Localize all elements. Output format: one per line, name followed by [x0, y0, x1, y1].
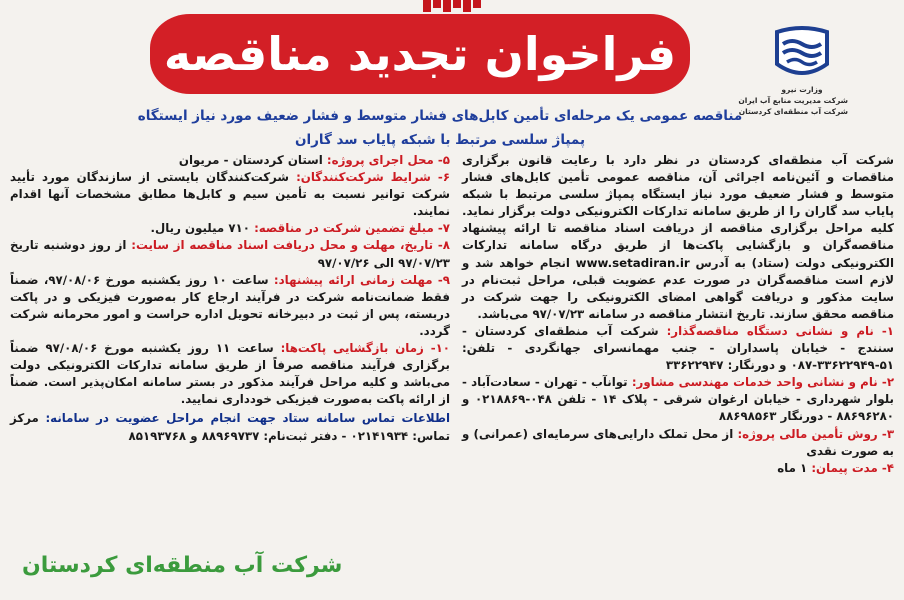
logo-regional: شرکت آب منطقه‌ای کردستان — [738, 107, 848, 116]
intro-paragraph — [462, 152, 894, 323]
logo-ministry: وزارت نیرو — [781, 85, 823, 94]
item-4-text: ۱ ماه — [777, 460, 808, 475]
intro-continued: انجام خواهد شد و لازم است مناقصه‌گران در صورت عدم عضویت قبلی، مراحل ثبت‌نام در سایت مذکور و دریافت گواهی امضای الکترونیکی را جهت شرکت در مناقصه محقق سازند. تاریخ انتشار مناقصه در سامانه ۹۷/۰۷/۲۳ می‌باشد. — [462, 255, 894, 321]
item-4-label: ۴- مدت پیمان: — [811, 460, 894, 475]
item-2-text: توانآب - تهران - سعادت‌آباد - بلوار شهرداری - خیابان ارغوان شرقی - پلاک ۱۴ - تلفن ۰۴۸-۰۲۱۸۸۶۹ و ۸۸۶۹۶۲۸۰ - دورنگار ۸۸۶۹۸۵۶۳ — [462, 375, 894, 424]
item-3-label: ۳- روش تأمین مالی پروژه: — [737, 426, 895, 441]
item-10 — [10, 340, 450, 408]
item-10-label: ۱۰- زمان بازگشایی پاکت‌ها: — [280, 341, 450, 356]
item-7-label: ۷- مبلغ تضمین شرکت در مناقصه: — [254, 221, 450, 236]
item-9-label: ۹- مهلت زمانی ارائه پیشنهاد: — [273, 272, 450, 287]
item-7 — [10, 220, 450, 237]
page-title: فراخوان تجدید مناقصه — [163, 27, 677, 81]
item-1-text: شرکت آب منطقه‌ای کردستان - سنندج - خیابان پاسداران - جنب مهمانسرای جهانگردی - تلفن: ۵۱-۳۳۶۲۲۹۴۹-۰۸۷ و دورنگار: ۳۳۶۲۲۹۴۷ — [462, 323, 894, 373]
logo-company: شرکت مدیریت منابع آب ایران — [738, 96, 848, 105]
item-5-text: استان کردستان - مریوان — [178, 153, 323, 167]
tender-subtitle: مناقصه عمومی یک مرحله‌ای تأمین کابل‌های فشار متوسط و فشار ضعیف مورد نیاز ایستگاه پمپاژ سلسی مرتبط با شبکه پایاب سد گاران — [137, 108, 743, 148]
contact-title: اطلاعات تماس سامانه ستاد جهت انجام مراحل عضویت در سامانه: — [45, 411, 451, 426]
contact-text: مرکز تماس: ۰۲۱۴۱۹۳۴ - دفتر ثبت‌نام: ۸۸۹۶۹۷۳۷ و ۸۵۱۹۳۷۶۸ — [10, 411, 450, 443]
organization-logo — [738, 24, 848, 134]
contact-info — [10, 410, 450, 444]
intro-text: شرکت آب منطقه‌ای کردستان در نظر دارد با رعایت قانون برگزاری مناقصات و آئین‌نامه اجرائی آن، مناقصه عمومی تأمین کابل‌های فشار متوسط و فشار ضعیف مورد نیاز ایستگاه پمپاژ سلسی مرتبط با شبکه پایاب سد گاران را از طریق سامانه تدارکات الکترونیکی دولت برگزار نماید. کلیه مراحل برگزاری مناقصه از دریافت اسناد مناقصه تا ارائه پیشنهاد مناقصه‌گران و بازگشایی پاکت‌ها از طریق درگاه سامانه تدارکات الکترونیکی دولت (ستاد) به آدرس — [462, 153, 894, 270]
item-3 — [462, 426, 894, 460]
water-waves-logo-icon — [771, 24, 833, 84]
right-column — [462, 152, 894, 592]
item-2-label: ۲- نام و نشانی واحد خدمات مهندسی مشاور: — [631, 375, 895, 390]
item-5 — [10, 152, 450, 169]
item-9-text: ساعت ۱۰ روز یکشنبه مورخ ۹۷/۰۸/۰۶، ضمناً فقط ضمانت‌نامه شرکت در فرآیند ارجاع کار به‌صورت فیزیکی و در پاکت دربسته، پس از ثبت در دبیرخانه تحویل اداره حراست و امور محرمانه شرکت گردد. — [10, 272, 450, 338]
title-banner — [150, 14, 690, 94]
item-8-text: از روز دوشنبه تاریخ ۹۷/۰۷/۲۳ الی ۹۷/۰۷/۲۶ — [10, 238, 450, 270]
item-2 — [462, 374, 894, 425]
footer-organization: شرکت آب منطقه‌ای کردستان — [22, 553, 343, 578]
item-5-label: ۵- محل اجرای پروژه: — [326, 153, 450, 167]
item-3-text: از محل تملک دارایی‌های سرمایه‌ای (عمرانی) و به صورت نقدی — [462, 426, 894, 458]
website-link[interactable]: www.setadiran.ir — [575, 255, 690, 270]
item-9 — [10, 272, 450, 340]
item-1 — [462, 323, 894, 374]
left-column — [10, 152, 450, 592]
item-8 — [10, 237, 450, 271]
item-8-label: ۸- تاریخ، مهلت و محل دریافت اسناد مناقصه از سایت: — [131, 238, 450, 253]
item-4 — [462, 460, 894, 477]
item-7-text: ۷۱۰ میلیون ریال. — [150, 221, 250, 236]
item-1-label: ۱- نام و نشانی دستگاه مناقصه‌گذار: — [666, 323, 894, 338]
body-columns — [10, 152, 894, 598]
item-10-text: ساعت ۱۱ روز یکشنبه مورخ ۹۷/۰۸/۰۶ ضمناً برگزاری فرآیند مناقصه صرفاً از طریق سامانه تدارکات الکترونیکی دولت می‌باشد و کلیه مراحل فرآیند مذکور در بستر سامانه امکان‌پذیر است. ضمناً از ارائه پاکت به‌صورت فیزیکی خودداری نمایید. — [10, 341, 450, 407]
item-6 — [10, 169, 450, 220]
item-6-label: ۶- شرایط شرکت‌کنندگان: — [296, 170, 451, 185]
item-6-text: شرکت‌کنندگان بایستی از سازندگان مورد تأیید شرکت توانیر نسبت به تأمین سیم و کابل‌ها مطابق مشخصات آنها اقدام نمایند. — [10, 170, 450, 219]
